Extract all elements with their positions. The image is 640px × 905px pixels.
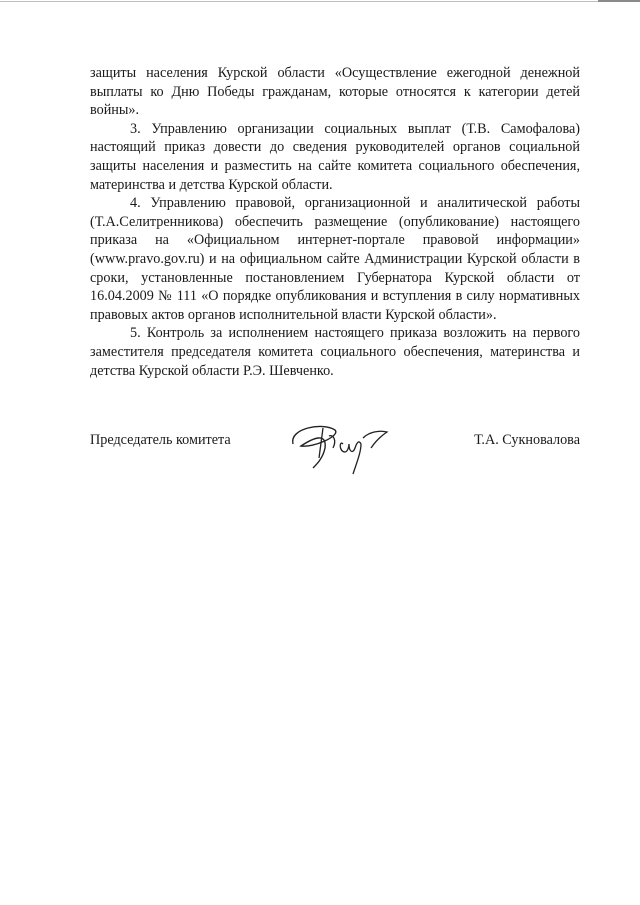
scan-top-line	[0, 1, 640, 2]
paragraph-item-3: 3. Управлению организации социальных выплат (Т.В. Самофалова) настоящий приказ довести до сведения руководителей органов социальной защиты населения и разместить на сайте комитета социального обеспечения, материнства и детства Курской области.	[90, 120, 580, 193]
signatory-title: Председатель комитета	[90, 432, 231, 448]
paragraph-item-4: 4. Управлению правовой, организационной и аналитической работы (Т.А.Селитренникова) обеспечить размещение (опубликование) настоящего приказа на «Официальном интернет-портале правовой информации» (www.pravo.gov.ru) и на официальном сайте Администрации Курской области в сроки, установленные постановлением Губернатора Курской области от 16.04.2009 № 111 «О порядке опубликования и вступления в силу нормативных правовых актов органов исполнительной власти Курской области».	[90, 195, 580, 323]
scan-edge-mark	[598, 0, 640, 2]
signature-block	[90, 432, 580, 492]
document-body	[90, 64, 580, 380]
paragraph-item-5: 5. Контроль за исполнением настоящего приказа возложить на первого заместителя председателя комитета социального обеспечения, материнства и детства Курской области Р.Э. Шевченко.	[90, 325, 580, 379]
paragraph-continuation: защиты населения Курской области «Осуществление ежегодной денежной выплаты ко Дню Победы гражданам, которые относятся к категории детей войны».	[90, 65, 580, 119]
signatory-name: Т.А. Сукновалова	[474, 432, 580, 448]
handwritten-signature	[283, 418, 395, 476]
